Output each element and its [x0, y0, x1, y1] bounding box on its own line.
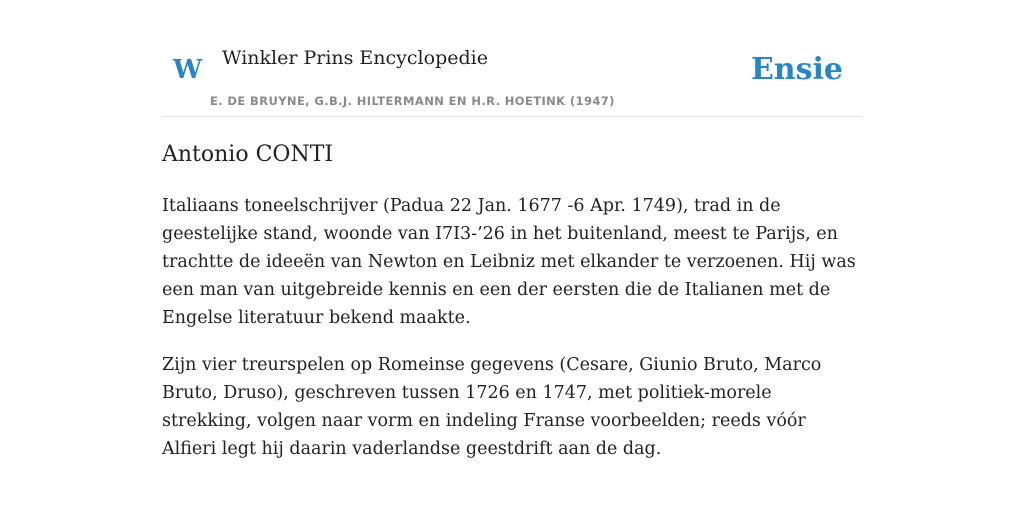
ensie-brand-logo[interactable]: Ensie: [750, 52, 843, 87]
article-paragraph: Zijn vier treurspelen op Romeinse gegevens (Cesare, Giunio Bruto, Marco Bruto, Druso), geschreven tussen 1726 en 1747, met politiek-morele strekking, volgen naar vorm en indeling Franse voorbeelden; reeds vóór Alfieri legt hij daarin vaderlandse geestdrift aan de dag.: [162, 355, 822, 459]
encyclopedia-title[interactable]: Winkler Prins Encyclopedie: [222, 47, 488, 69]
article-paragraph: Italiaans toneelschrijver (Padua 22 Jan. 1677 -6 Apr. 1749), trad in de geestelijke stand, woonde van I7I3-’26 in het buitenland, meest te Parijs, en trachtte de ideeën van Newton en Leibniz met elkander te verzoenen. Hij was een man van uitgebreide kennis en een der eersten die de Italianen met de Engelse literatuur bekend maakte.: [162, 196, 856, 328]
winkler-prins-logo[interactable]: W: [173, 55, 203, 85]
encyclopedia-authors: E. DE BRUYNE, G.B.J. HILTERMANN EN H.R. HOETINK (1947): [210, 94, 615, 108]
encyclopedia-header: [162, 0, 862, 117]
article-title: Antonio CONTI: [162, 142, 334, 167]
